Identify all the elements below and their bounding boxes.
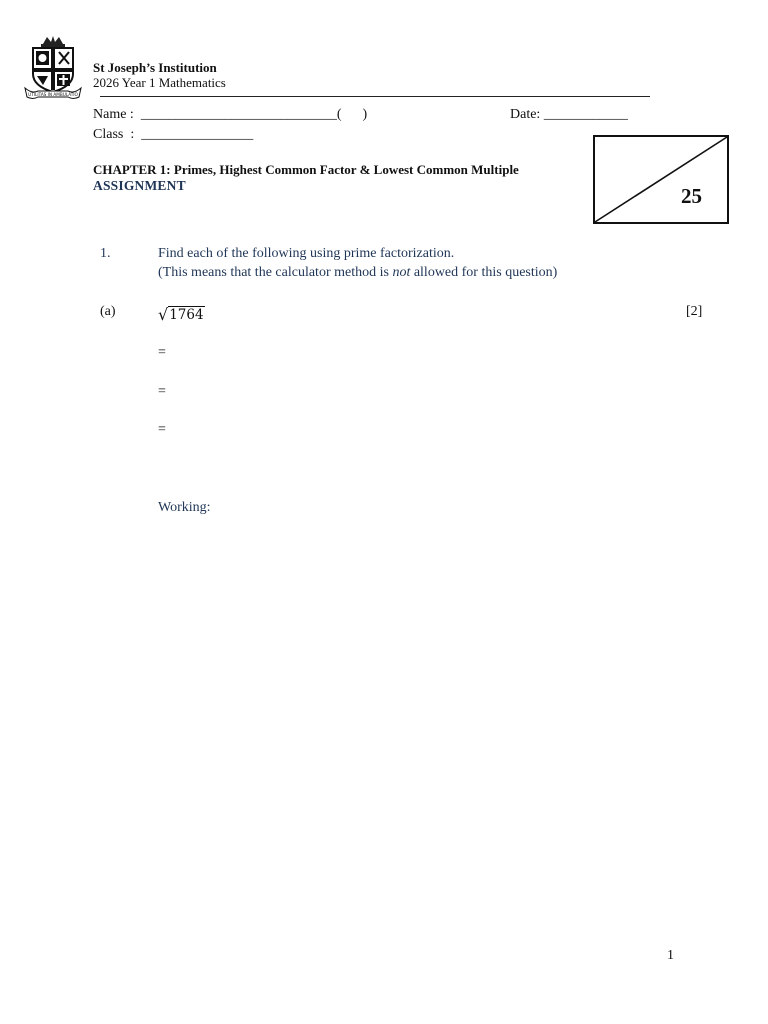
working-label: Working: [158,500,211,515]
question-number: 1. [100,246,111,261]
part-label: (a) [100,304,116,319]
chapter-title: CHAPTER 1: Primes, Highest Common Factor & Lowest Common Multiple [93,162,519,177]
crest-motto: UTILITAS IN AMBULATIO [28,91,78,97]
marks-label: [2] [686,304,703,319]
assignment-label: ASSIGNMENT [93,178,186,193]
page-number: 1 [667,948,674,963]
equals-line-1: = [158,345,166,360]
header-divider [100,96,650,97]
equals-line-3: = [158,422,166,437]
score-total: 25 [681,184,702,208]
note-emphasis: not [392,265,411,280]
note-before: (This means that the calculator method is [158,265,393,280]
score-box [593,135,729,224]
square-root-expression [158,305,205,324]
radicand: 1764 [169,307,204,323]
question-instruction: Find each of the following using prime factorization. [158,246,455,261]
school-crest-icon [24,34,82,100]
question-note [158,265,557,281]
name-field: Name : ____________________________( ) [93,107,368,122]
date-field: Date: ____________ [510,107,628,122]
course-title: 2026 Year 1 Mathematics [93,75,226,90]
equals-line-2: = [158,384,166,399]
note-after: allowed for this question) [410,265,558,280]
radical-sign: √ [158,305,169,324]
school-name: St Joseph’s Institution [93,60,217,75]
class-field: Class : ________________ [93,127,254,142]
